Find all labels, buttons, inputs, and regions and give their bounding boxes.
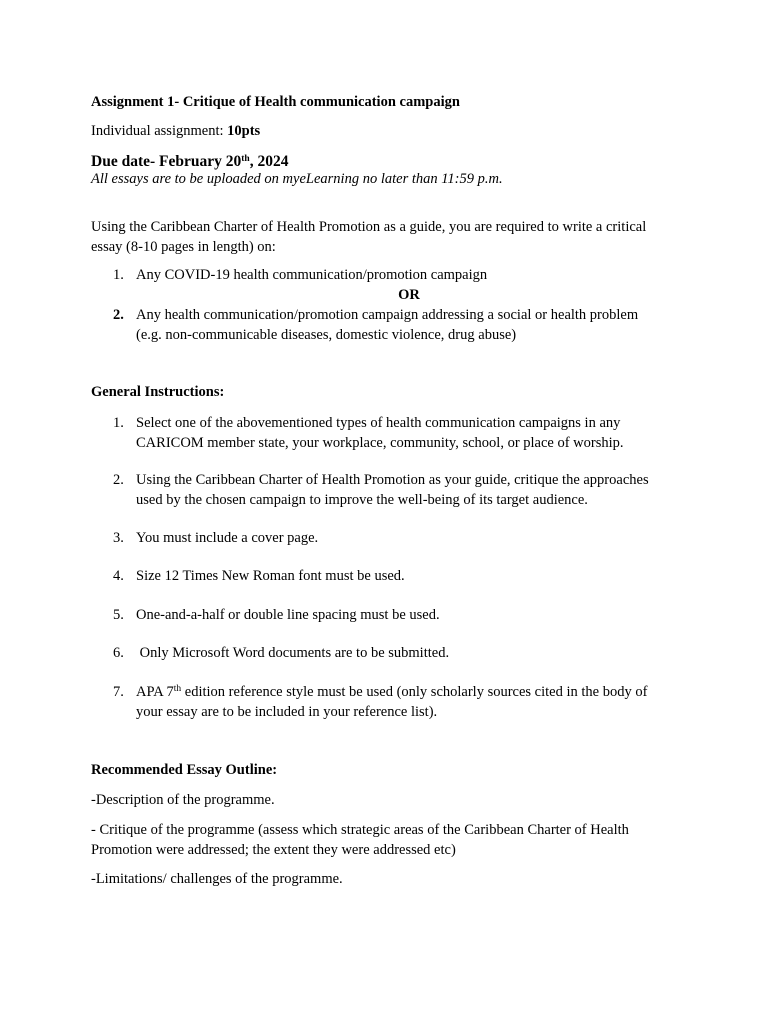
assignment-title: Assignment 1- Critique of Health communication campaign [91, 94, 460, 110]
due-date-sup: th [241, 154, 250, 164]
general-instructions-heading: General Instructions: [91, 384, 225, 400]
outline-point-description: -Description of the programme. [91, 792, 275, 808]
option-text: Any COVID-19 health communication/promotion campaign [136, 267, 488, 283]
outline-point-limitations: -Limitations/ challenges of the programme. [91, 871, 343, 887]
upload-note: All essays are to be uploaded on myeLearning no later than 11:59 p.m. [91, 171, 503, 187]
option-number: 1. [113, 267, 124, 283]
essay-outline-heading: Recommended Essay Outline: [91, 762, 278, 778]
option-text: Any health communication/promotion campaign addressing a social or health problem (e.g. non-communicable diseases, domestic violence, drug abuse) [136, 307, 639, 343]
intro-line-1: Using the Caribbean Charter of Health Promotion as a guide, you are required to write a critical [91, 219, 647, 235]
due-date-prefix: Due date- February 20 [91, 153, 242, 170]
due-date-suffix: , 2024 [249, 153, 289, 170]
outline-point-critique: - Critique of the programme (assess which strategic areas of the Caribbean Charter of Health Promotion were addressed; the extent they were addressed etc) [91, 822, 629, 858]
intro-paragraph [91, 218, 681, 257]
option-number: 2. [113, 307, 124, 323]
due-date [91, 152, 288, 172]
or-separator: OR [398, 287, 420, 303]
document-page: Assignment 1- Critique of Health communication campaign Individual assignment: 10pts Due date- February 20th, 2024 All essays are to be uploaded on myeLearning no later than 11:59 p.m. Using the Caribbean Charter of Health Promotion as a guide, you are required to write a critical essay (8-10 pages in length) on: 1. Any COVID-19 health communication/promotion campaign OR 2. Any health communication/promotion campaign addressing a social or health problem (e.g. non-communicable diseases, domestic violence, drug abuse) General Instructions: 1. Select one of the abovementioned types of health communication campaigns in any CARICOM member state, your workplace, community, school, or place of worship. 2. Using the Caribbean Charter of Health Promotion as your guide, critique the approaches used by the chosen campaign to improve the well-being of its target audience. 3. You must include a cover page. 4. Size 12 Times New Roman font must be used. 5. One-and-a-half or double line spacing must be used. 6. Only Microsoft Word documents are to be submitted. 7. APA 7th edition reference style must be used (only scholarly sources cited in the body of your essay are to be included in your reference list). Recommended Essay Outline: -Description of the programme. - Critique of the programme (assess which strategic areas of the Caribbean Charter of Health Promotion were addressed; the extent they were addressed etc) -Limitations/ challenges of the programme. [0, 0, 768, 1024]
intro-line-2: essay (8-10 pages in length) on: [91, 238, 276, 255]
individual-label: Individual assignment: [91, 123, 228, 139]
individual-assignment-line [91, 122, 260, 142]
points-value: 10pts [227, 123, 261, 139]
